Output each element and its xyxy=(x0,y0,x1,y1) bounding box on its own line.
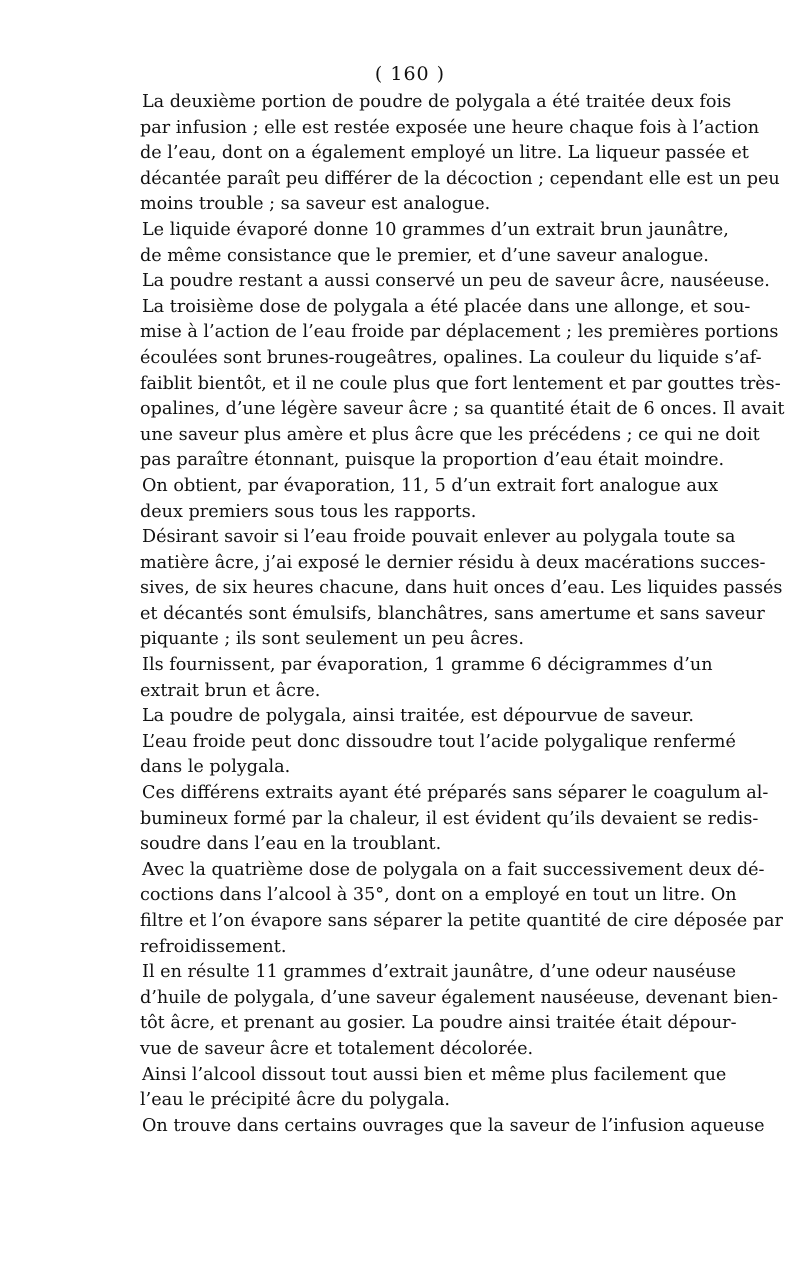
text-line: de même consistance que le premier, et d’une saveur analogue. xyxy=(140,245,709,266)
text-line: bumineux formé par la chaleur, il est évident qu’ils devaient se redis- xyxy=(140,808,759,829)
text-line: Désirant savoir si l’eau froide pouvait enlever au polygala toute sa xyxy=(142,527,736,548)
text-line: On trouve dans certains ouvrages que la saveur de l’infusion aqueuse xyxy=(142,1115,765,1136)
paragraph xyxy=(140,960,778,1062)
text-line: Il en résulte 11 grammes d’extrait jaunâtre, d’une odeur nauséuse xyxy=(142,962,737,983)
text-line: décantée paraît peu différer de la décoction ; cependant elle est un peu xyxy=(140,168,780,189)
document-page xyxy=(140,62,785,1139)
paragraph xyxy=(140,269,770,295)
text-line: de l’eau, dont on a également employé un litre. La liqueur passée et xyxy=(140,143,749,164)
page-number: ( 160 ) xyxy=(374,63,446,85)
text-line: refroidissement. xyxy=(140,936,287,957)
paragraph xyxy=(140,90,780,218)
text-line: La poudre de polygala, ainsi traitée, est dépourvue de saveur. xyxy=(142,706,694,727)
text-line: écoulées sont brunes-rougeâtres, opalines. La couleur du liquide s’af- xyxy=(140,347,762,368)
text-line: filtre et l’on évapore sans séparer la petite quantité de cire déposée par xyxy=(140,911,783,931)
body-text xyxy=(140,90,785,1139)
text-line: matière âcre, j’ai exposé le dernier résidu à deux macérations succes- xyxy=(140,552,766,573)
text-line: pas paraître étonnant, puisque la proportion d’eau était moindre. xyxy=(140,450,725,471)
text-line: sives, de six heures chacune, dans huit onces d’eau. Les liquides passés xyxy=(140,578,783,599)
text-line: deux premiers sous tous les rapports. xyxy=(140,501,477,522)
text-line: Ils fournissent, par évaporation, 1 gramme 6 décigrammes d’un xyxy=(142,655,713,676)
text-line: par infusion ; elle est restée exposée une heure chaque fois à l’action xyxy=(140,117,760,138)
text-line: une saveur plus amère et plus âcre que les précédens ; ce qui ne doit xyxy=(140,424,760,445)
text-line: et décantés sont émulsifs, blanchâtres, sans amertume et sans saveur xyxy=(140,603,765,624)
paragraph xyxy=(140,218,729,269)
text-line: vue de saveur âcre et totalement décolorée. xyxy=(140,1038,534,1059)
paragraph xyxy=(140,781,769,858)
paragraph xyxy=(140,1063,727,1114)
paragraph xyxy=(140,525,783,653)
paragraph xyxy=(140,1114,765,1140)
text-line: Ainsi l’alcool dissout tout aussi bien et même plus facilement que xyxy=(142,1064,727,1085)
text-line: piquante ; ils sont seulement un peu âcres. xyxy=(140,629,524,650)
text-line: L’eau froide peut donc dissoudre tout l’acide polygalique renfermé xyxy=(142,731,736,752)
text-line: extrait brun et âcre. xyxy=(140,680,321,701)
text-line: dans le polygala. xyxy=(140,757,291,778)
text-line: Avec la quatrième dose de polygala on a fait successivement deux dé- xyxy=(142,859,765,880)
paragraph xyxy=(140,730,736,781)
text-line: La poudre restant a aussi conservé un peu de saveur âcre, nauséeuse. xyxy=(142,271,770,292)
text-line: moins trouble ; sa saveur est analogue. xyxy=(140,194,491,215)
text-line: faiblit bientôt, et il ne coule plus que fort lentement et par gouttes très- xyxy=(140,373,781,394)
text-line: l’eau le précipité âcre du polygala. xyxy=(140,1090,451,1111)
text-line: La deuxième portion de poudre de polygala a été traitée deux fois xyxy=(142,92,732,112)
text-line: d’huile de polygala, d’une saveur également nauséeuse, devenant bien- xyxy=(140,987,778,1008)
text-line: mise à l’action de l’eau froide par déplacement ; les premières portions xyxy=(140,322,779,343)
paragraph xyxy=(140,474,719,525)
paragraph xyxy=(140,704,694,730)
text-line: La troisième dose de polygala a été placée dans une allonge, et sou- xyxy=(142,296,751,317)
paragraph xyxy=(140,858,783,960)
paragraph xyxy=(140,295,785,474)
text-line: Ces différens extraits ayant été préparés sans séparer le coagulum al- xyxy=(142,783,769,804)
text-line: opalines, d’une légère saveur âcre ; sa quantité était de 6 onces. Il avait xyxy=(140,399,785,420)
text-line: tôt âcre, et prenant au gosier. La poudre ainsi traitée était dépour- xyxy=(140,1013,737,1034)
paragraph xyxy=(140,653,713,704)
text-line: soudre dans l’eau en la troublant. xyxy=(140,834,442,855)
text-line: Le liquide évaporé donne 10 grammes d’un extrait brun jaunâtre, xyxy=(142,219,729,240)
text-line: On obtient, par évaporation, 11, 5 d’un extrait fort analogue aux xyxy=(142,475,719,496)
text-line: coctions dans l’alcool à 35°, dont on a employé en tout un litre. On xyxy=(140,885,737,906)
